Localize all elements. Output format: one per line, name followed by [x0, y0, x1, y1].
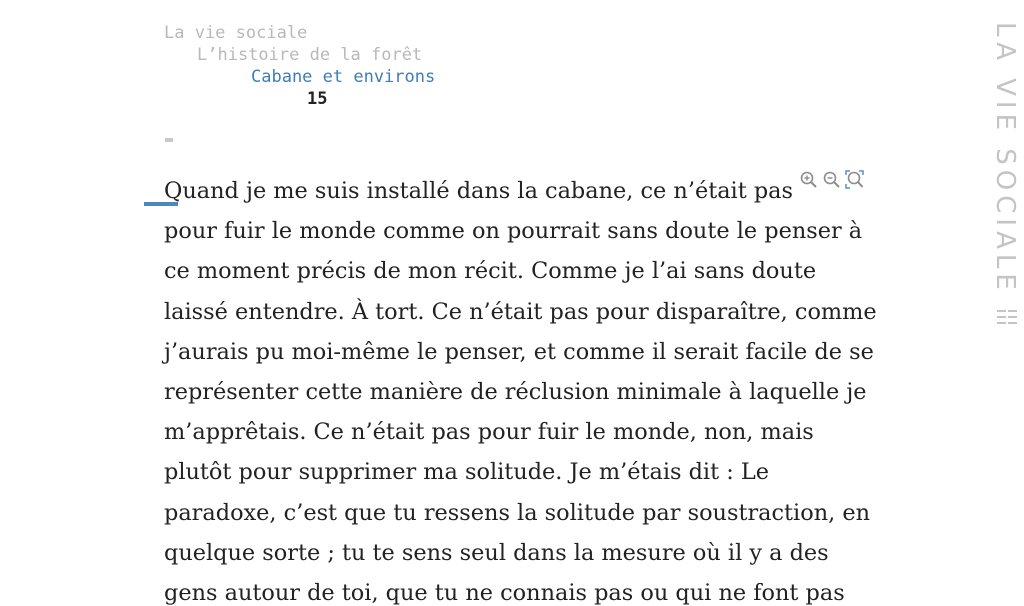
text-line: j’aurais pu moi-même le penser, et comme il serait facile de se: [164, 338, 874, 365]
text-line: plutôt pour supprimer ma solitude. Je m’étais dit : Le: [164, 459, 769, 486]
text-line: gens autour de toi, que tu ne connais pas ou qui ne font pas: [164, 580, 845, 606]
side-book-title[interactable]: LA VIE SOCIALE: [990, 22, 1020, 295]
bookmark-marker: [165, 138, 173, 142]
text-line: laissé entendre. À tort. Ce n’était pas pour disparaître, comme: [164, 298, 877, 325]
page-number: 15: [307, 89, 328, 109]
text-body: [164, 171, 884, 606]
text-line: quelque sorte ; tu te sens seul dans la mesure où il y a des: [164, 539, 829, 566]
breadcrumb: [164, 22, 435, 110]
table-of-contents-icon[interactable]: [995, 309, 1019, 326]
breadcrumb-level-1[interactable]: La vie sociale: [164, 23, 308, 43]
text-line: ce moment précis de mon récit. Comme je l’ai sans doute: [164, 258, 817, 285]
text-line: paradoxe, c’est que tu ressens la solitude par soustraction, en: [164, 499, 871, 526]
text-line: représenter cette manière de réclusion minimale à laquelle je: [164, 379, 867, 406]
text-line: m’apprêtais. Ce n’était pas pour fuir le monde, non, mais: [164, 419, 814, 446]
text-line: Quand je me suis installé dans la cabane, ce n’était pas: [164, 178, 794, 204]
breadcrumb-level-3[interactable]: Cabane et environs: [251, 67, 436, 87]
breadcrumb-level-2[interactable]: L’histoire de la forêt: [197, 45, 423, 65]
text-line: pour fuir le monde comme on pourrait sans doute le penser à: [164, 218, 863, 245]
